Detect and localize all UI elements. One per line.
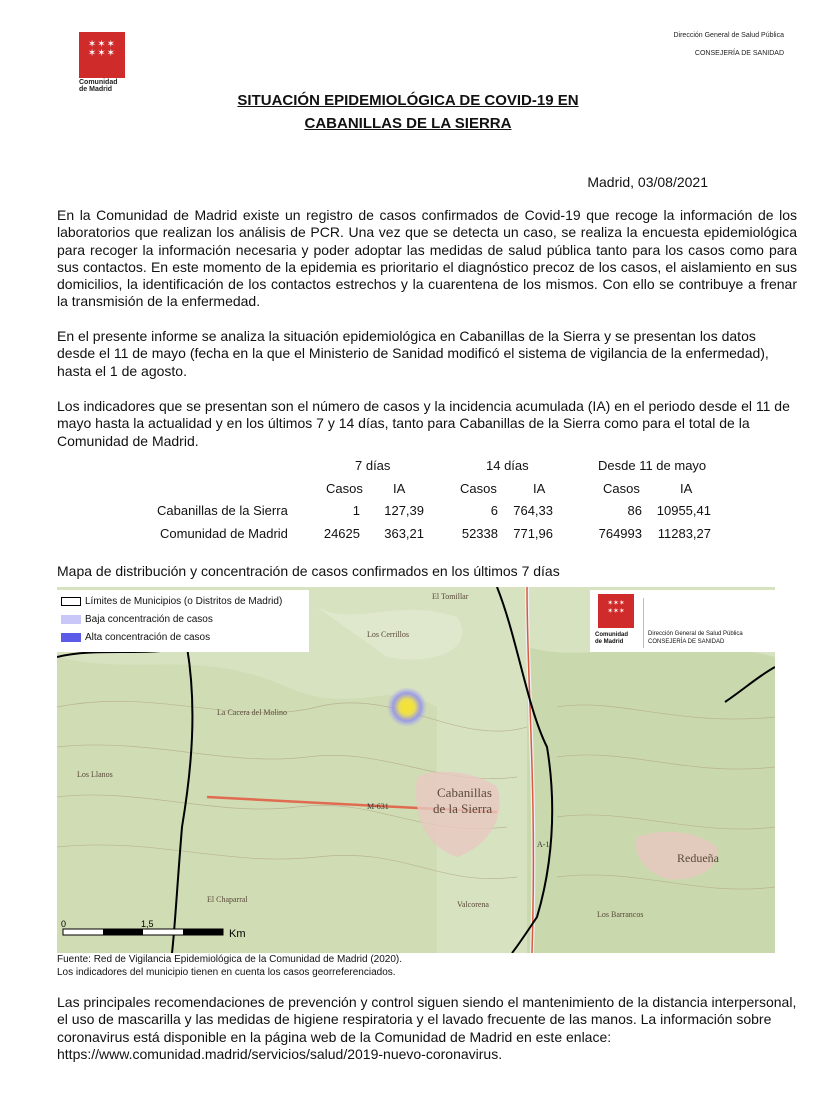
label-barrancos: Los Barrancos bbox=[597, 910, 644, 919]
legend-label: Límites de Municipios (o Distritos de Madrid) bbox=[85, 596, 283, 607]
label-llanos: Los Llanos bbox=[77, 770, 113, 779]
divider bbox=[643, 598, 644, 648]
map-logo-panel bbox=[590, 590, 775, 652]
title-line2: CABANILLAS DE LA SIERRA bbox=[304, 115, 512, 132]
source-note bbox=[57, 953, 402, 979]
label-cabanillas-1: Cabanillas bbox=[437, 785, 492, 800]
table-cell: 10955,41 bbox=[656, 503, 711, 518]
map-org-line2: CONSEJERÍA DE SANIDAD bbox=[648, 639, 725, 645]
table-cell: 6 bbox=[490, 503, 498, 518]
org-line1: Dirección General de Salud Pública bbox=[673, 32, 784, 39]
label-cacera: La Cacera del Molino bbox=[217, 708, 287, 717]
map-org-line1: Dirección General de Salud Pública bbox=[648, 631, 743, 637]
subheader-casos: Casos bbox=[326, 481, 363, 496]
scale-zero: 0 bbox=[61, 919, 67, 929]
paragraph-indicators: Los indicadores que se presentan son el número de casos y la incidencia acumulada (IA) en el periodo desde el 11 de mayo hasta la actualidad y en los últimos 7 y 14 días, tanto para Cabanillas de la Sierra como para el total de la Comunidad de Madrid. bbox=[57, 398, 790, 449]
org-line2: CONSEJERÍA DE SANIDAD bbox=[694, 50, 784, 57]
source-line1: Fuente: Red de Vigilancia Epidemiológica de la Comunidad de Madrid (2020). bbox=[57, 954, 403, 965]
label-valcorena: Valcorena bbox=[457, 900, 489, 909]
subheader-ia: IA bbox=[533, 481, 546, 496]
source-line2: Los indicadores del municipio tienen en cuenta los casos georreferenciados. bbox=[57, 967, 396, 978]
label-cabanillas-2: de la Sierra bbox=[433, 801, 493, 816]
map-legend bbox=[57, 590, 309, 652]
label-m631: M-631 bbox=[367, 802, 389, 811]
subheader-ia: IA bbox=[393, 481, 406, 496]
label-tomillar: El Tomillar bbox=[432, 592, 469, 601]
map-caption: Mapa de distribución y concentración de casos confirmados en los últimos 7 días bbox=[57, 563, 560, 579]
label-a1: A-1 bbox=[537, 840, 550, 849]
table-cell: 11283,27 bbox=[657, 526, 711, 541]
legend-label: Alta concentración de casos bbox=[85, 632, 211, 643]
paragraph-scope: En el presente informe se analiza la situación epidemiológica en Cabanillas de la Sierra y se presentan los datos desde el 11 de mayo (fecha en la que el Ministerio de Sanidad modificó el sistema de vigilancia de la enfermedad), hasta el 1 de agosto. bbox=[57, 328, 769, 379]
table-cell: 771,96 bbox=[513, 526, 553, 541]
map-logo-text bbox=[595, 632, 628, 646]
table-cell: 1 bbox=[352, 503, 360, 518]
label-reduena: Redueña bbox=[677, 851, 719, 865]
report-date: Madrid, 03/08/2021 bbox=[587, 174, 708, 190]
map-org-text bbox=[648, 630, 743, 646]
row-label-cabanillas: Cabanillas de la Sierra bbox=[157, 503, 288, 518]
map-logo-text-line1: Comunidad bbox=[595, 632, 628, 638]
paragraph-recommendations: Las principales recomendaciones de prevención y control siguen siendo el mantenimiento de la distancia interpersonal, el uso de mascarilla y las medidas de higiene respiratoria y el lavado frecuente de las manos. La información sobre coronavirus está disponible en la página web de la Comunidad de Madrid en este enlace: https://www.comunidad.madrid/servicios/salud/2019-nuevo-coronavirus. bbox=[57, 994, 797, 1062]
group-header-desde-mayo: Desde 11 de mayo bbox=[598, 458, 707, 473]
logo-text-line2: de Madrid bbox=[79, 86, 113, 93]
subheader-casos: Casos bbox=[603, 481, 640, 496]
terrain-area bbox=[527, 645, 775, 953]
table-cell: 363,21 bbox=[384, 526, 424, 541]
legend-item-high bbox=[61, 630, 210, 646]
logo-stars-icon: ✶✶✶ ✶✶✶ bbox=[607, 600, 625, 615]
table-cell: 86 bbox=[627, 503, 642, 518]
group-header-14-dias: 14 días bbox=[486, 458, 529, 473]
high-concentration-swatch-icon bbox=[61, 633, 81, 642]
logo-stars-icon: ✶✶✶ ✶✶✶ bbox=[87, 39, 117, 59]
title-line1: SITUACIÓN EPIDEMIOLÓGICA DE COVID-19 EN bbox=[237, 92, 579, 109]
table-cell: 764993 bbox=[598, 526, 642, 541]
table-cell: 52338 bbox=[461, 526, 498, 541]
legend-item-low bbox=[61, 612, 213, 628]
table-cell: 764,33 bbox=[513, 503, 553, 518]
table-cell: 127,39 bbox=[384, 503, 424, 518]
legend-item-limits bbox=[61, 594, 282, 610]
subheader-ia: IA bbox=[680, 481, 693, 496]
low-concentration-swatch-icon bbox=[61, 615, 81, 624]
table-cell: 24625 bbox=[323, 526, 360, 541]
group-header-7-dias: 7 días bbox=[355, 458, 391, 473]
scale-unit: Km bbox=[229, 928, 246, 940]
boundary-swatch-icon bbox=[61, 597, 81, 606]
legend-label: Baja concentración de casos bbox=[85, 614, 213, 625]
subheader-casos: Casos bbox=[460, 481, 497, 496]
label-cerrillos: Los Cerrillos bbox=[367, 630, 409, 639]
row-label-comunidad: Comunidad de Madrid bbox=[160, 526, 288, 541]
label-chaparral: El Chaparral bbox=[207, 895, 248, 904]
map-logo-text-line2: de Madrid bbox=[595, 639, 624, 645]
scale-value: 1,5 bbox=[141, 919, 154, 929]
paragraph-intro: En la Comunidad de Madrid existe un registro de casos confirmados de Covid-19 que recoge la información de los laboratorios que realizan los análisis de PCR. Una vez que se detecta un caso, se realiza la encuesta epidemiológica para recoger la información necesaria y poder adoptar las medidas de salud pública tanto para los casos como para sus contactos. En este momento de la epidemia es prioritario el diagnóstico precoz de los casos, el aislamiento en sus domicilios, la identificación de los contactos estrechos y la cuarentena de los mismos. Con ello se contribuye a frenar la transmisión de la enfermedad. bbox=[57, 207, 797, 310]
case-cluster-center bbox=[401, 701, 413, 713]
logo-text-line1: Comunidad bbox=[79, 79, 118, 86]
